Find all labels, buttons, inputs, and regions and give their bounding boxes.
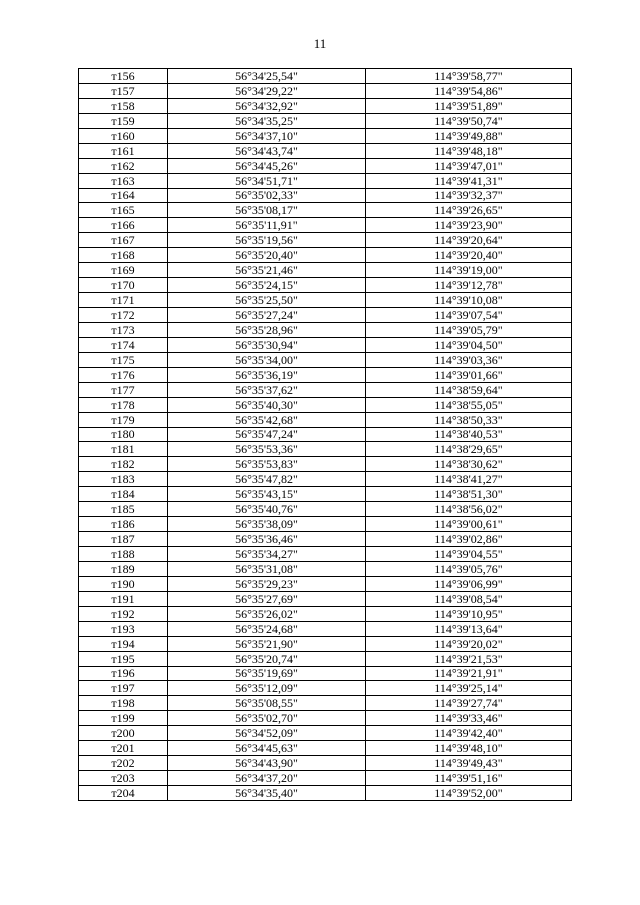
longitude-cell: 114°38'29,65" [366, 442, 572, 457]
longitude-cell: 114°39'04,55" [366, 547, 572, 562]
latitude-cell: 56°35'42,68" [168, 412, 366, 427]
table-row [79, 472, 572, 487]
longitude-cell: 114°39'51,16" [366, 771, 572, 786]
point-id-cell: т195 [79, 651, 168, 666]
latitude-cell: 56°34'35,25" [168, 113, 366, 128]
table-row [79, 233, 572, 248]
table-row [79, 726, 572, 741]
table-row [79, 188, 572, 203]
longitude-cell: 114°39'47,01" [366, 158, 572, 173]
point-id-cell: т200 [79, 726, 168, 741]
table-row [79, 128, 572, 143]
longitude-cell: 114°39'54,86" [366, 83, 572, 98]
longitude-cell: 114°39'20,40" [366, 248, 572, 263]
table-row [79, 173, 572, 188]
point-id-cell: т178 [79, 397, 168, 412]
latitude-cell: 56°35'20,40" [168, 248, 366, 263]
longitude-cell: 114°39'42,40" [366, 726, 572, 741]
table-row [79, 427, 572, 442]
point-id-cell: т168 [79, 248, 168, 263]
longitude-cell: 114°38'40,53" [366, 427, 572, 442]
latitude-cell: 56°34'29,22" [168, 83, 366, 98]
point-id-cell: т165 [79, 203, 168, 218]
longitude-cell: 114°39'26,65" [366, 203, 572, 218]
latitude-cell: 56°35'24,15" [168, 278, 366, 293]
longitude-cell: 114°39'21,91" [366, 666, 572, 681]
latitude-cell: 56°35'40,76" [168, 502, 366, 517]
latitude-cell: 56°35'26,02" [168, 606, 366, 621]
latitude-cell: 56°35'24,68" [168, 621, 366, 636]
latitude-cell: 56°35'11,91" [168, 218, 366, 233]
point-id-cell: т167 [79, 233, 168, 248]
longitude-cell: 114°39'58,77" [366, 69, 572, 84]
latitude-cell: 56°34'32,92" [168, 98, 366, 113]
latitude-cell: 56°35'53,36" [168, 442, 366, 457]
latitude-cell: 56°34'51,71" [168, 173, 366, 188]
longitude-cell: 114°39'06,99" [366, 576, 572, 591]
latitude-cell: 56°34'37,20" [168, 771, 366, 786]
latitude-cell: 56°35'31,08" [168, 561, 366, 576]
latitude-cell: 56°35'08,55" [168, 696, 366, 711]
point-id-cell: т187 [79, 532, 168, 547]
latitude-cell: 56°35'19,56" [168, 233, 366, 248]
point-id-cell: т176 [79, 367, 168, 382]
point-id-cell: т162 [79, 158, 168, 173]
longitude-cell: 114°38'50,33" [366, 412, 572, 427]
longitude-cell: 114°39'05,79" [366, 322, 572, 337]
latitude-cell: 56°35'38,09" [168, 517, 366, 532]
longitude-cell: 114°38'41,27" [366, 472, 572, 487]
table-row [79, 741, 572, 756]
table-row [79, 367, 572, 382]
table-row [79, 263, 572, 278]
point-id-cell: т189 [79, 561, 168, 576]
table-row [79, 382, 572, 397]
point-id-cell: т161 [79, 143, 168, 158]
latitude-cell: 56°35'53,83" [168, 457, 366, 472]
table-row [79, 158, 572, 173]
point-id-cell: т183 [79, 472, 168, 487]
table-row [79, 69, 572, 84]
latitude-cell: 56°35'29,23" [168, 576, 366, 591]
table-row [79, 547, 572, 562]
point-id-cell: т173 [79, 322, 168, 337]
table-row [79, 248, 572, 263]
table-row [79, 203, 572, 218]
coordinates-table [78, 68, 572, 801]
point-id-cell: т171 [79, 293, 168, 308]
table-row [79, 352, 572, 367]
table-row [79, 322, 572, 337]
latitude-cell: 56°35'43,15" [168, 487, 366, 502]
point-id-cell: т204 [79, 786, 168, 801]
table-row [79, 457, 572, 472]
latitude-cell: 56°35'27,69" [168, 591, 366, 606]
latitude-cell: 56°34'37,10" [168, 128, 366, 143]
longitude-cell: 114°39'05,76" [366, 561, 572, 576]
point-id-cell: т201 [79, 741, 168, 756]
point-id-cell: т160 [79, 128, 168, 143]
longitude-cell: 114°39'25,14" [366, 681, 572, 696]
table-row [79, 412, 572, 427]
longitude-cell: 114°39'04,50" [366, 337, 572, 352]
latitude-cell: 56°35'25,50" [168, 293, 366, 308]
point-id-cell: т182 [79, 457, 168, 472]
table-row [79, 143, 572, 158]
longitude-cell: 114°39'27,74" [366, 696, 572, 711]
table-row [79, 651, 572, 666]
point-id-cell: т159 [79, 113, 168, 128]
point-id-cell: т184 [79, 487, 168, 502]
latitude-cell: 56°35'34,00" [168, 352, 366, 367]
longitude-cell: 114°39'03,36" [366, 352, 572, 367]
table-row [79, 293, 572, 308]
longitude-cell: 114°39'49,88" [366, 128, 572, 143]
point-id-cell: т170 [79, 278, 168, 293]
longitude-cell: 114°39'19,00" [366, 263, 572, 278]
table-row [79, 517, 572, 532]
table-row [79, 218, 572, 233]
latitude-cell: 56°35'37,62" [168, 382, 366, 397]
latitude-cell: 56°35'21,46" [168, 263, 366, 278]
table-row [79, 681, 572, 696]
latitude-cell: 56°35'40,30" [168, 397, 366, 412]
point-id-cell: т157 [79, 83, 168, 98]
longitude-cell: 114°39'10,08" [366, 293, 572, 308]
longitude-cell: 114°39'13,64" [366, 621, 572, 636]
latitude-cell: 56°35'08,17" [168, 203, 366, 218]
longitude-cell: 114°39'51,89" [366, 98, 572, 113]
table-row [79, 83, 572, 98]
longitude-cell: 114°38'30,62" [366, 457, 572, 472]
point-id-cell: т169 [79, 263, 168, 278]
table-row [79, 98, 572, 113]
latitude-cell: 56°34'52,09" [168, 726, 366, 741]
point-id-cell: т192 [79, 606, 168, 621]
point-id-cell: т202 [79, 756, 168, 771]
longitude-cell: 114°39'20,64" [366, 233, 572, 248]
table-row [79, 397, 572, 412]
longitude-cell: 114°39'50,74" [366, 113, 572, 128]
point-id-cell: т190 [79, 576, 168, 591]
longitude-cell: 114°39'41,31" [366, 173, 572, 188]
latitude-cell: 56°34'45,26" [168, 158, 366, 173]
point-id-cell: т194 [79, 636, 168, 651]
table-row [79, 502, 572, 517]
point-id-cell: т188 [79, 547, 168, 562]
latitude-cell: 56°35'36,19" [168, 367, 366, 382]
point-id-cell: т172 [79, 308, 168, 323]
longitude-cell: 114°39'02,86" [366, 532, 572, 547]
latitude-cell: 56°35'21,90" [168, 636, 366, 651]
longitude-cell: 114°39'08,54" [366, 591, 572, 606]
latitude-cell: 56°35'47,82" [168, 472, 366, 487]
table-row [79, 308, 572, 323]
latitude-cell: 56°35'12,09" [168, 681, 366, 696]
point-id-cell: т164 [79, 188, 168, 203]
table-row [79, 576, 572, 591]
longitude-cell: 114°39'10,95" [366, 606, 572, 621]
table-row [79, 621, 572, 636]
point-id-cell: т163 [79, 173, 168, 188]
page-number: 11 [313, 36, 327, 51]
point-id-cell: т191 [79, 591, 168, 606]
table-row [79, 786, 572, 801]
longitude-cell: 114°38'56,02" [366, 502, 572, 517]
longitude-cell: 114°38'55,05" [366, 397, 572, 412]
table-row [79, 442, 572, 457]
point-id-cell: т196 [79, 666, 168, 681]
longitude-cell: 114°39'21,53" [366, 651, 572, 666]
table-row [79, 278, 572, 293]
latitude-cell: 56°34'43,74" [168, 143, 366, 158]
table-row [79, 591, 572, 606]
table-row [79, 487, 572, 502]
longitude-cell: 114°38'51,30" [366, 487, 572, 502]
longitude-cell: 114°39'07,54" [366, 308, 572, 323]
coordinates-table-body [79, 69, 572, 801]
point-id-cell: т166 [79, 218, 168, 233]
point-id-cell: т197 [79, 681, 168, 696]
latitude-cell: 56°35'20,74" [168, 651, 366, 666]
point-id-cell: т193 [79, 621, 168, 636]
longitude-cell: 114°39'01,66" [366, 367, 572, 382]
longitude-cell: 114°39'23,90" [366, 218, 572, 233]
point-id-cell: т175 [79, 352, 168, 367]
point-id-cell: т156 [79, 69, 168, 84]
latitude-cell: 56°34'25,54" [168, 69, 366, 84]
point-id-cell: т198 [79, 696, 168, 711]
point-id-cell: т158 [79, 98, 168, 113]
point-id-cell: т199 [79, 711, 168, 726]
longitude-cell: 114°39'33,46" [366, 711, 572, 726]
latitude-cell: 56°34'35,40" [168, 786, 366, 801]
table-row [79, 666, 572, 681]
latitude-cell: 56°35'02,70" [168, 711, 366, 726]
latitude-cell: 56°35'47,24" [168, 427, 366, 442]
table-row [79, 756, 572, 771]
table-row [79, 606, 572, 621]
table-row [79, 561, 572, 576]
point-id-cell: т174 [79, 337, 168, 352]
table-row [79, 337, 572, 352]
latitude-cell: 56°35'02,33" [168, 188, 366, 203]
table-row [79, 711, 572, 726]
longitude-cell: 114°39'52,00" [366, 786, 572, 801]
point-id-cell: т179 [79, 412, 168, 427]
point-id-cell: т180 [79, 427, 168, 442]
table-row [79, 696, 572, 711]
latitude-cell: 56°35'34,27" [168, 547, 366, 562]
longitude-cell: 114°38'59,64" [366, 382, 572, 397]
latitude-cell: 56°34'45,63" [168, 741, 366, 756]
latitude-cell: 56°34'43,90" [168, 756, 366, 771]
latitude-cell: 56°35'28,96" [168, 322, 366, 337]
longitude-cell: 114°39'12,78" [366, 278, 572, 293]
point-id-cell: т177 [79, 382, 168, 397]
point-id-cell: т186 [79, 517, 168, 532]
longitude-cell: 114°39'48,18" [366, 143, 572, 158]
latitude-cell: 56°35'19,69" [168, 666, 366, 681]
longitude-cell: 114°39'20,02" [366, 636, 572, 651]
latitude-cell: 56°35'36,46" [168, 532, 366, 547]
longitude-cell: 114°39'49,43" [366, 756, 572, 771]
table-row [79, 532, 572, 547]
longitude-cell: 114°39'32,37" [366, 188, 572, 203]
latitude-cell: 56°35'27,24" [168, 308, 366, 323]
table-row [79, 113, 572, 128]
point-id-cell: т203 [79, 771, 168, 786]
table-row [79, 636, 572, 651]
latitude-cell: 56°35'30,94" [168, 337, 366, 352]
longitude-cell: 114°39'00,61" [366, 517, 572, 532]
longitude-cell: 114°39'48,10" [366, 741, 572, 756]
table-row [79, 771, 572, 786]
point-id-cell: т181 [79, 442, 168, 457]
point-id-cell: т185 [79, 502, 168, 517]
